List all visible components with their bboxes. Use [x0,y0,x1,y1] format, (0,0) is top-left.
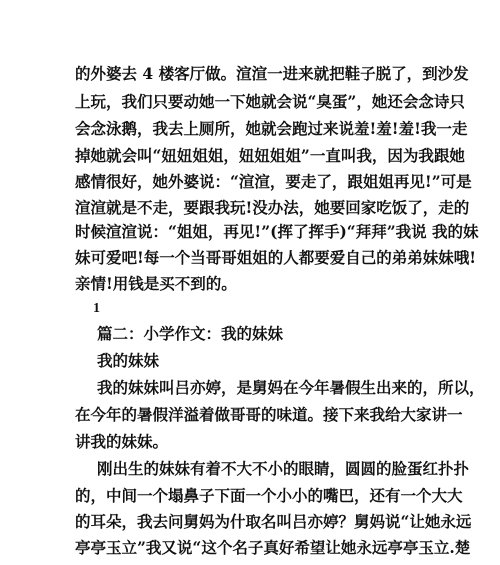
text-line: 会念泳鹅，我去上厕所，她就会跑过来说羞!羞!羞!我一走 [75,119,468,138]
text-line: 在今年的暑假洋溢着做哥哥的味道。接下来我给大家讲一 [75,405,463,424]
essay-title: 我的妹妹 [97,351,160,370]
text-line: 时候渲渲说：“姐姐，再见!”(挥了挥手)“拜拜”我说 我的妹 [75,222,479,241]
page-number: 1 [93,301,100,316]
text-line: 掉她就会叫“妞妞姐姐，妞妞姐姐”一直叫我，因为我跟她 [75,146,465,165]
text-line: 上玩，我们只要动她一下她就会说“臭蛋”，她还会念诗只 [75,92,465,111]
text-line: 我的妹妹叫吕亦婷，是舅妈在今年暑假生出来的，所以， [97,378,485,397]
section-heading: 篇二：小学作文：我的妹妹 [97,324,284,343]
text-line: 讲我的妹妹。 [75,432,169,451]
text-line: 感情很好，她外婆说：“渲渲，要走了，跟姐姐再见!”可是 [75,172,472,191]
text-line: 亲情!用钱是买不到的。 [75,274,237,293]
text-line: 渲渲就是不走，要跟我玩!没办法，她要回家吃饭了，走的 [75,198,470,217]
text-line: 的外婆去 4 楼客厅做。渲渲一进来就把鞋子脱了，到沙发 [75,64,469,83]
text-line: 亭亭玉立”我又说“这个名子真好希望让她永远亭亭玉立.楚 [75,538,471,557]
text-line: 的耳朵，我去问舅妈为什取名叫吕亦婷？舅妈说“让她永远 [75,512,472,531]
text-line: 的，中间一个塌鼻子下面一个小小的嘴巴，还有一个大大 [75,486,463,505]
text-line: 妹可爱吧!每一个当哥哥姐姐的人都要爱自己的弟弟妹妹哦! [75,248,477,267]
text-line: 刚出生的妹妹有着不大不小的眼睛，圆圆的脸蛋红扑扑 [97,459,470,478]
